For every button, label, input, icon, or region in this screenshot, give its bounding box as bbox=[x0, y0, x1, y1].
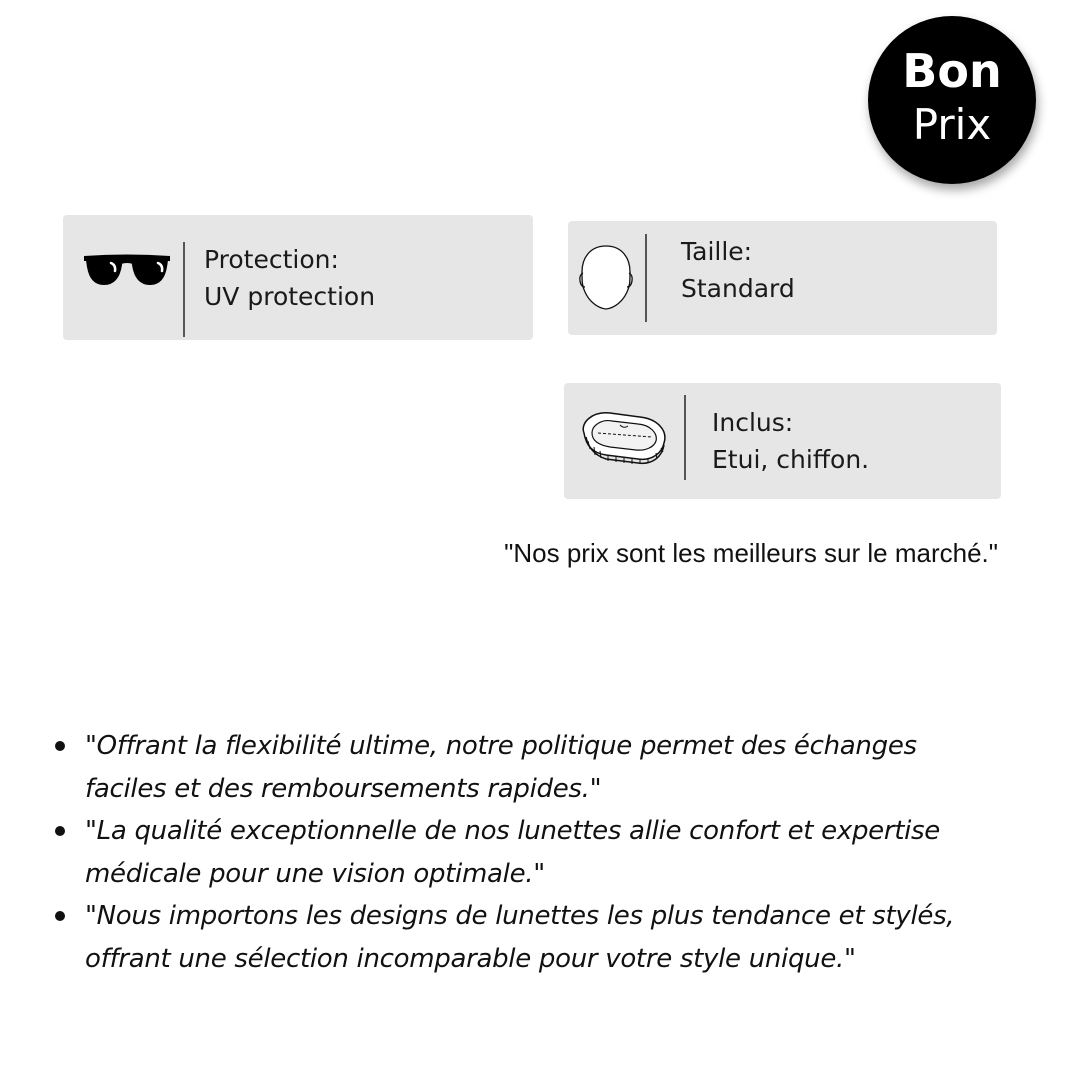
inclus-text bbox=[712, 404, 869, 478]
list-item-line: "Nous importons les designs de lunettes les plus tendance et stylés, bbox=[85, 901, 955, 931]
list-item-line: faciles et des remboursements rapides." bbox=[85, 773, 602, 804]
list-item-line: "Offrant la flexibilité ultime, notre politique permet des échanges bbox=[85, 731, 917, 761]
list-item bbox=[55, 725, 1045, 810]
badge-line-bon: Bon bbox=[902, 44, 1002, 98]
list-item bbox=[55, 895, 1045, 980]
bullet-icon bbox=[55, 826, 65, 836]
list-item-line: médicale pour une vision optimale." bbox=[85, 858, 545, 889]
list-item-line: "La qualité exceptionnelle de nos lunettes allie confort et expertise bbox=[85, 816, 940, 846]
taille-text bbox=[681, 233, 795, 307]
bullet-icon bbox=[55, 911, 65, 921]
protection-card bbox=[63, 215, 533, 340]
glasses-case-icon bbox=[580, 403, 668, 473]
protection-text bbox=[204, 241, 375, 315]
inclus-label: Inclus: bbox=[712, 408, 794, 437]
divider bbox=[183, 242, 185, 337]
list-item bbox=[55, 810, 1045, 895]
taille-label: Taille: bbox=[681, 237, 753, 266]
inclus-value: Etui, chiffon. bbox=[712, 445, 870, 474]
head-outline-icon bbox=[577, 243, 635, 313]
list-item-line: offrant une sélection incomparable pour votre style unique." bbox=[85, 943, 856, 974]
protection-label: Protection: bbox=[204, 245, 339, 274]
protection-value: UV protection bbox=[204, 282, 376, 311]
taille-value: Standard bbox=[681, 274, 795, 303]
inclus-card bbox=[564, 383, 1001, 499]
sunglasses-icon bbox=[83, 253, 171, 289]
benefits-list bbox=[55, 725, 1045, 980]
bon-prix-badge bbox=[868, 16, 1036, 184]
divider bbox=[684, 395, 686, 480]
bullet-icon bbox=[55, 741, 65, 751]
badge-line-prix: Prix bbox=[912, 100, 992, 149]
price-tagline: "Nos prix sont les meilleurs sur le marché." bbox=[504, 538, 998, 568]
divider bbox=[645, 234, 647, 322]
taille-card bbox=[568, 221, 997, 335]
